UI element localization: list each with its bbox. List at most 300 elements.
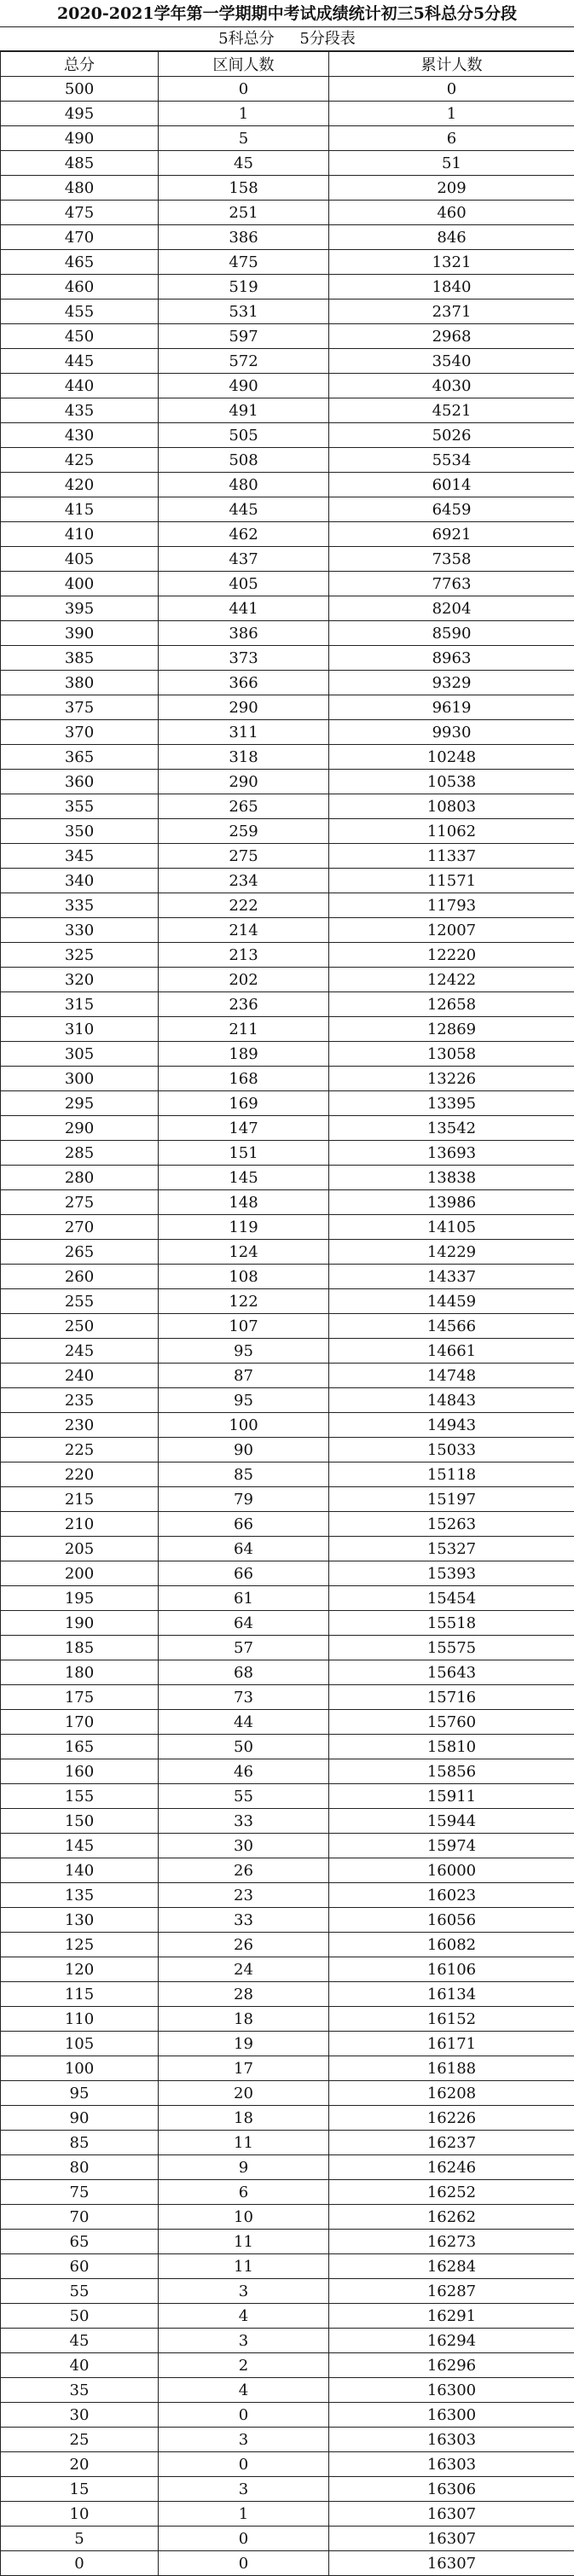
- table-row: [1, 720, 574, 745]
- cumulative-count-cell: 8204: [329, 596, 574, 621]
- total-score-cell: 70: [1, 2205, 159, 2230]
- interval-count-cell: 45: [159, 151, 329, 176]
- cumulative-count-cell: 13542: [329, 1116, 574, 1141]
- interval-count-cell: 64: [159, 1611, 329, 1636]
- table-row: [1, 844, 574, 869]
- table-row: [1, 2056, 574, 2081]
- interval-count-cell: 475: [159, 250, 329, 275]
- table-row: [1, 1067, 574, 1091]
- table-row: [1, 1166, 574, 1190]
- interval-count-cell: 265: [159, 794, 329, 819]
- total-score-cell: 125: [1, 1933, 159, 1957]
- cumulative-count-cell: 15263: [329, 1512, 574, 1537]
- interval-count-cell: 85: [159, 1462, 329, 1487]
- table-row: [1, 1611, 574, 1636]
- cumulative-count-cell: 9619: [329, 695, 574, 720]
- total-score-cell: 30: [1, 2403, 159, 2428]
- table-row: [1, 349, 574, 374]
- interval-count-cell: 462: [159, 522, 329, 547]
- table-row: [1, 2551, 574, 2576]
- interval-count-cell: 55: [159, 1784, 329, 1809]
- cumulative-count-cell: 13226: [329, 1067, 574, 1091]
- interval-count-cell: 480: [159, 473, 329, 497]
- cumulative-count-cell: 15454: [329, 1586, 574, 1611]
- interval-count-cell: 572: [159, 349, 329, 374]
- table-row: [1, 497, 574, 522]
- interval-count-cell: 505: [159, 423, 329, 448]
- table-row: [1, 2131, 574, 2155]
- cumulative-count-cell: 1840: [329, 275, 574, 299]
- table-row: [1, 770, 574, 794]
- interval-count-cell: 68: [159, 1660, 329, 1685]
- table-row: [1, 819, 574, 844]
- total-score-cell: 85: [1, 2131, 159, 2155]
- interval-count-cell: 211: [159, 1017, 329, 1042]
- cumulative-count-cell: 16152: [329, 2007, 574, 2032]
- cumulative-count-cell: 5026: [329, 423, 574, 448]
- cumulative-count-cell: 10538: [329, 770, 574, 794]
- table-row: [1, 1883, 574, 1908]
- table-row: [1, 1141, 574, 1166]
- total-score-cell: 275: [1, 1190, 159, 1215]
- table-row: [1, 448, 574, 473]
- interval-count-cell: 6: [159, 2180, 329, 2205]
- table-row: [1, 2106, 574, 2131]
- interval-count-cell: 3: [159, 2329, 329, 2353]
- table-row: [1, 1413, 574, 1438]
- interval-count-cell: 386: [159, 225, 329, 250]
- cumulative-count-cell: 15944: [329, 1809, 574, 1834]
- table-row: [1, 1487, 574, 1512]
- table-row: [1, 621, 574, 646]
- total-score-cell: 155: [1, 1784, 159, 1809]
- cumulative-count-cell: 13395: [329, 1091, 574, 1116]
- interval-count-cell: 11: [159, 2230, 329, 2254]
- total-score-cell: 65: [1, 2230, 159, 2254]
- total-score-cell: 305: [1, 1042, 159, 1067]
- table-row: [1, 1908, 574, 1933]
- table-row: [1, 1735, 574, 1759]
- total-score-cell: 120: [1, 1957, 159, 1982]
- total-score-cell: 75: [1, 2180, 159, 2205]
- cumulative-count-cell: 2968: [329, 324, 574, 349]
- cumulative-count-cell: 14748: [329, 1364, 574, 1388]
- cumulative-count-cell: 51: [329, 151, 574, 176]
- total-score-cell: 470: [1, 225, 159, 250]
- total-score-cell: 135: [1, 1883, 159, 1908]
- table-row: [1, 250, 574, 275]
- total-score-cell: 435: [1, 398, 159, 423]
- interval-count-cell: 158: [159, 176, 329, 201]
- interval-count-cell: 189: [159, 1042, 329, 1067]
- interval-count-cell: 318: [159, 745, 329, 770]
- cumulative-count-cell: 11571: [329, 869, 574, 893]
- cumulative-count-cell: 6: [329, 126, 574, 151]
- total-score-cell: 350: [1, 819, 159, 844]
- cumulative-count-cell: 846: [329, 225, 574, 250]
- total-score-cell: 285: [1, 1141, 159, 1166]
- interval-count-cell: 18: [159, 2106, 329, 2131]
- table-row: [1, 1462, 574, 1487]
- interval-count-cell: 124: [159, 1240, 329, 1265]
- interval-count-cell: 311: [159, 720, 329, 745]
- total-score-cell: 0: [1, 2551, 159, 2576]
- cumulative-count-cell: 1321: [329, 250, 574, 275]
- total-score-cell: 90: [1, 2106, 159, 2131]
- table-row: [1, 176, 574, 201]
- table-row: [1, 1685, 574, 1710]
- interval-count-cell: 259: [159, 819, 329, 844]
- cumulative-count-cell: 16171: [329, 2032, 574, 2056]
- interval-count-cell: 251: [159, 201, 329, 225]
- interval-count-cell: 11: [159, 2131, 329, 2155]
- total-score-cell: 455: [1, 299, 159, 324]
- table-row: [1, 2304, 574, 2329]
- interval-count-cell: 33: [159, 1908, 329, 1933]
- cumulative-count-cell: 14459: [329, 1289, 574, 1314]
- total-score-cell: 315: [1, 992, 159, 1017]
- total-score-cell: 260: [1, 1265, 159, 1289]
- total-score-cell: 460: [1, 275, 159, 299]
- table-row: [1, 2353, 574, 2378]
- cumulative-count-cell: 16106: [329, 1957, 574, 1982]
- total-score-cell: 205: [1, 1537, 159, 1561]
- table-row: [1, 2527, 574, 2551]
- cumulative-count-cell: 16226: [329, 2106, 574, 2131]
- total-score-cell: 255: [1, 1289, 159, 1314]
- cumulative-count-cell: 14566: [329, 1314, 574, 1339]
- interval-count-cell: 0: [159, 77, 329, 102]
- table-row: [1, 522, 574, 547]
- cumulative-count-cell: 460: [329, 201, 574, 225]
- total-score-cell: 95: [1, 2081, 159, 2106]
- total-score-cell: 480: [1, 176, 159, 201]
- interval-count-cell: 57: [159, 1636, 329, 1660]
- cumulative-count-cell: 10803: [329, 794, 574, 819]
- table-row: [1, 1660, 574, 1685]
- table-row: [1, 1809, 574, 1834]
- cumulative-count-cell: 16287: [329, 2279, 574, 2304]
- table-row: [1, 646, 574, 671]
- interval-count-cell: 0: [159, 2551, 329, 2576]
- cumulative-count-cell: 15197: [329, 1487, 574, 1512]
- interval-count-cell: 100: [159, 1413, 329, 1438]
- cumulative-count-cell: 12869: [329, 1017, 574, 1042]
- interval-count-cell: 275: [159, 844, 329, 869]
- cumulative-count-cell: 16300: [329, 2378, 574, 2403]
- interval-count-cell: 95: [159, 1388, 329, 1413]
- total-score-cell: 185: [1, 1636, 159, 1660]
- total-score-cell: 100: [1, 2056, 159, 2081]
- interval-count-cell: 0: [159, 2452, 329, 2477]
- cumulative-count-cell: 16306: [329, 2477, 574, 2502]
- table-row: [1, 102, 574, 126]
- interval-count-cell: 491: [159, 398, 329, 423]
- cumulative-count-cell: 11062: [329, 819, 574, 844]
- interval-count-cell: 405: [159, 572, 329, 596]
- cumulative-count-cell: 14943: [329, 1413, 574, 1438]
- interval-count-cell: 95: [159, 1339, 329, 1364]
- cumulative-count-cell: 16303: [329, 2452, 574, 2477]
- table-row: [1, 596, 574, 621]
- total-score-cell: 465: [1, 250, 159, 275]
- interval-count-cell: 10: [159, 2205, 329, 2230]
- table-row: [1, 324, 574, 349]
- cumulative-count-cell: 16208: [329, 2081, 574, 2106]
- interval-count-cell: 213: [159, 943, 329, 968]
- total-score-cell: 5: [1, 2527, 159, 2551]
- interval-count-cell: 17: [159, 2056, 329, 2081]
- table-row: [1, 695, 574, 720]
- total-score-cell: 375: [1, 695, 159, 720]
- interval-count-cell: 2: [159, 2353, 329, 2378]
- table-row: [1, 869, 574, 893]
- interval-count-cell: 61: [159, 1586, 329, 1611]
- total-score-cell: 270: [1, 1215, 159, 1240]
- cumulative-count-cell: 8963: [329, 646, 574, 671]
- table-row: [1, 2180, 574, 2205]
- total-score-cell: 330: [1, 918, 159, 943]
- cumulative-count-cell: 16307: [329, 2551, 574, 2576]
- interval-count-cell: 66: [159, 1561, 329, 1586]
- total-score-cell: 370: [1, 720, 159, 745]
- interval-count-cell: 3: [159, 2477, 329, 2502]
- interval-count-cell: 26: [159, 1858, 329, 1883]
- total-score-cell: 310: [1, 1017, 159, 1042]
- cumulative-count-cell: 16300: [329, 2403, 574, 2428]
- interval-count-cell: 87: [159, 1364, 329, 1388]
- total-score-cell: 130: [1, 1908, 159, 1933]
- table-row: [1, 1017, 574, 1042]
- cumulative-count-cell: 15575: [329, 1636, 574, 1660]
- header-row: [1, 52, 574, 77]
- total-score-cell: 300: [1, 1067, 159, 1091]
- interval-count-cell: 4: [159, 2304, 329, 2329]
- total-score-cell: 440: [1, 374, 159, 398]
- total-score-cell: 180: [1, 1660, 159, 1685]
- cumulative-count-cell: 16296: [329, 2353, 574, 2378]
- interval-count-cell: 28: [159, 1982, 329, 2007]
- cumulative-count-cell: 7358: [329, 547, 574, 572]
- interval-count-cell: 168: [159, 1067, 329, 1091]
- total-score-cell: 335: [1, 893, 159, 918]
- total-score-cell: 295: [1, 1091, 159, 1116]
- interval-count-cell: 122: [159, 1289, 329, 1314]
- total-score-cell: 410: [1, 522, 159, 547]
- interval-count-cell: 20: [159, 2081, 329, 2106]
- interval-count-cell: 145: [159, 1166, 329, 1190]
- table-row: [1, 1388, 574, 1413]
- cumulative-count-cell: 11793: [329, 893, 574, 918]
- table-row: [1, 1834, 574, 1858]
- interval-count-cell: 19: [159, 2032, 329, 2056]
- total-score-cell: 475: [1, 201, 159, 225]
- interval-count-cell: 18: [159, 2007, 329, 2032]
- total-score-cell: 190: [1, 1611, 159, 1636]
- cumulative-count-cell: 13986: [329, 1190, 574, 1215]
- total-score-cell: 20: [1, 2452, 159, 2477]
- interval-count-cell: 1: [159, 2502, 329, 2527]
- interval-count-cell: 108: [159, 1265, 329, 1289]
- total-score-cell: 485: [1, 151, 159, 176]
- table-body: [1, 77, 574, 2576]
- cumulative-count-cell: 15911: [329, 1784, 574, 1809]
- total-score-cell: 150: [1, 1809, 159, 1834]
- cumulative-count-cell: 14229: [329, 1240, 574, 1265]
- table-row: [1, 2155, 574, 2180]
- table-row: [1, 225, 574, 250]
- table-row: [1, 1537, 574, 1561]
- total-score-cell: 420: [1, 473, 159, 497]
- table-row: [1, 1512, 574, 1537]
- table-row: [1, 1265, 574, 1289]
- cumulative-count-cell: 16307: [329, 2502, 574, 2527]
- table-row: [1, 398, 574, 423]
- table-row: [1, 374, 574, 398]
- table-row: [1, 1784, 574, 1809]
- cumulative-count-cell: 12658: [329, 992, 574, 1017]
- cumulative-count-cell: 15393: [329, 1561, 574, 1586]
- interval-count-cell: 366: [159, 671, 329, 695]
- header-total-score: 总分: [1, 52, 159, 77]
- cumulative-count-cell: 15643: [329, 1660, 574, 1685]
- cumulative-count-cell: 3540: [329, 349, 574, 374]
- table-row: [1, 2329, 574, 2353]
- cumulative-count-cell: 15810: [329, 1735, 574, 1759]
- table-row: [1, 794, 574, 819]
- subtitle-table-type: 5分段表: [299, 27, 355, 51]
- table-row: [1, 1438, 574, 1462]
- total-score-cell: 165: [1, 1735, 159, 1759]
- header-cumulative-count: 累计人数: [329, 52, 574, 77]
- score-table: [0, 51, 574, 2576]
- total-score-cell: 445: [1, 349, 159, 374]
- interval-count-cell: 531: [159, 299, 329, 324]
- cumulative-count-cell: 14661: [329, 1339, 574, 1364]
- table-row: [1, 1289, 574, 1314]
- table-row: [1, 1759, 574, 1784]
- table-row: [1, 547, 574, 572]
- cumulative-count-cell: 2371: [329, 299, 574, 324]
- total-score-cell: 170: [1, 1710, 159, 1735]
- table-row: [1, 1314, 574, 1339]
- total-score-cell: 265: [1, 1240, 159, 1265]
- table-row: [1, 2403, 574, 2428]
- cumulative-count-cell: 13838: [329, 1166, 574, 1190]
- total-score-cell: 280: [1, 1166, 159, 1190]
- table-row: [1, 1710, 574, 1735]
- cumulative-count-cell: 12007: [329, 918, 574, 943]
- interval-count-cell: 234: [159, 869, 329, 893]
- cumulative-count-cell: 15033: [329, 1438, 574, 1462]
- total-score-cell: 145: [1, 1834, 159, 1858]
- total-score-cell: 430: [1, 423, 159, 448]
- total-score-cell: 395: [1, 596, 159, 621]
- cumulative-count-cell: 13693: [329, 1141, 574, 1166]
- interval-count-cell: 169: [159, 1091, 329, 1116]
- cumulative-count-cell: 12220: [329, 943, 574, 968]
- total-score-cell: 290: [1, 1116, 159, 1141]
- cumulative-count-cell: 15118: [329, 1462, 574, 1487]
- total-score-cell: 195: [1, 1586, 159, 1611]
- interval-count-cell: 437: [159, 547, 329, 572]
- total-score-cell: 200: [1, 1561, 159, 1586]
- cumulative-count-cell: 16246: [329, 2155, 574, 2180]
- cumulative-count-cell: 7763: [329, 572, 574, 596]
- total-score-cell: 245: [1, 1339, 159, 1364]
- table-row: [1, 1042, 574, 1067]
- total-score-cell: 225: [1, 1438, 159, 1462]
- page-title: 2020-2021学年第一学期期中考试成绩统计初三5科总分5分段: [0, 0, 574, 27]
- cumulative-count-cell: 6921: [329, 522, 574, 547]
- total-score-cell: 25: [1, 2428, 159, 2452]
- total-score-cell: 55: [1, 2279, 159, 2304]
- table-row: [1, 1957, 574, 1982]
- total-score-cell: 35: [1, 2378, 159, 2403]
- total-score-cell: 405: [1, 547, 159, 572]
- cumulative-count-cell: 6014: [329, 473, 574, 497]
- interval-count-cell: 4: [159, 2378, 329, 2403]
- interval-count-cell: 508: [159, 448, 329, 473]
- cumulative-count-cell: 16237: [329, 2131, 574, 2155]
- total-score-cell: 450: [1, 324, 159, 349]
- interval-count-cell: 9: [159, 2155, 329, 2180]
- cumulative-count-cell: 4521: [329, 398, 574, 423]
- table-row: [1, 1240, 574, 1265]
- cumulative-count-cell: 16262: [329, 2205, 574, 2230]
- total-score-cell: 45: [1, 2329, 159, 2353]
- total-score-cell: 385: [1, 646, 159, 671]
- cumulative-count-cell: 0: [329, 77, 574, 102]
- total-score-cell: 175: [1, 1685, 159, 1710]
- table-row: [1, 2007, 574, 2032]
- interval-count-cell: 222: [159, 893, 329, 918]
- cumulative-count-cell: 16303: [329, 2428, 574, 2452]
- interval-count-cell: 79: [159, 1487, 329, 1512]
- cumulative-count-cell: 14105: [329, 1215, 574, 1240]
- total-score-cell: 360: [1, 770, 159, 794]
- cumulative-count-cell: 16134: [329, 1982, 574, 2007]
- interval-count-cell: 441: [159, 596, 329, 621]
- interval-count-cell: 46: [159, 1759, 329, 1784]
- interval-count-cell: 107: [159, 1314, 329, 1339]
- cumulative-count-cell: 16294: [329, 2329, 574, 2353]
- table-row: [1, 1561, 574, 1586]
- interval-count-cell: 386: [159, 621, 329, 646]
- total-score-cell: 415: [1, 497, 159, 522]
- cumulative-count-cell: 16056: [329, 1908, 574, 1933]
- cumulative-count-cell: 11337: [329, 844, 574, 869]
- table-row: [1, 2477, 574, 2502]
- interval-count-cell: 236: [159, 992, 329, 1017]
- table-row: [1, 572, 574, 596]
- table-row: [1, 2032, 574, 2056]
- header-interval-count: 区间人数: [159, 52, 329, 77]
- table-row: [1, 2428, 574, 2452]
- total-score-cell: 105: [1, 2032, 159, 2056]
- table-row: [1, 745, 574, 770]
- cumulative-count-cell: 15518: [329, 1611, 574, 1636]
- cumulative-count-cell: 14337: [329, 1265, 574, 1289]
- total-score-cell: 345: [1, 844, 159, 869]
- total-score-cell: 60: [1, 2254, 159, 2279]
- total-score-cell: 320: [1, 968, 159, 992]
- interval-count-cell: 50: [159, 1735, 329, 1759]
- table-row: [1, 1982, 574, 2007]
- table-row: [1, 2081, 574, 2106]
- cumulative-count-cell: 15760: [329, 1710, 574, 1735]
- table-row: [1, 1091, 574, 1116]
